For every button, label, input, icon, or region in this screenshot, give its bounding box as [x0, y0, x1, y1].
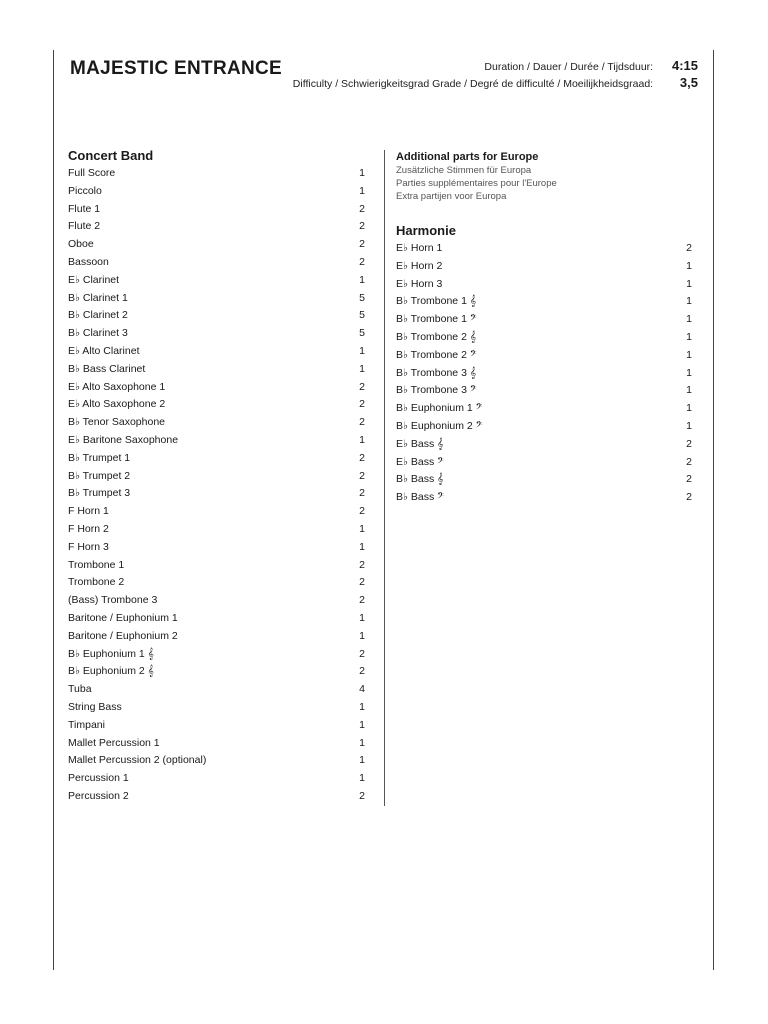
part-quantity: 1: [359, 433, 365, 446]
column-divider: [384, 150, 385, 806]
list-item: [68, 432, 365, 450]
part-name: B♭ Clarinet 1: [68, 291, 128, 304]
list-item: [396, 276, 692, 294]
list-item: [68, 592, 365, 610]
part-name: E♭ Bass 𝄢: [396, 455, 444, 468]
part-quantity: 2: [359, 505, 365, 518]
part-name: B♭ Trombone 3 𝄞: [396, 366, 477, 379]
list-item: [396, 400, 692, 418]
part-quantity: 1: [359, 718, 365, 731]
part-quantity: 2: [359, 789, 365, 802]
part-quantity: 1: [359, 273, 365, 286]
list-item: [68, 770, 365, 788]
part-quantity: 2: [359, 398, 365, 411]
part-quantity: 2: [359, 202, 365, 215]
part-name: F Horn 1: [68, 505, 109, 518]
part-name: B♭ Trumpet 2: [68, 469, 131, 482]
part-name: E♭ Horn 3: [396, 277, 443, 290]
part-name: Timpani: [68, 718, 105, 731]
harmonie-parts-list: [396, 240, 692, 507]
part-name: B♭ Euphonium 2 𝄞: [68, 665, 154, 678]
list-item: [396, 293, 692, 311]
part-quantity: 1: [686, 419, 692, 432]
list-item: [68, 521, 365, 539]
part-name: Tuba: [68, 683, 92, 696]
part-quantity: 1: [686, 313, 692, 326]
part-quantity: 5: [359, 291, 365, 304]
list-item: [396, 382, 692, 400]
list-item: [68, 201, 365, 219]
list-item: [68, 468, 365, 486]
part-quantity: 2: [359, 220, 365, 233]
additional-parts-heading: Additional parts for Europe: [396, 151, 539, 163]
part-quantity: 2: [359, 255, 365, 268]
part-name: Bassoon: [68, 255, 109, 268]
part-quantity: 1: [686, 330, 692, 343]
part-name: E♭ Horn 2: [396, 259, 443, 272]
left-margin-rule: [53, 50, 54, 970]
list-item: [68, 165, 365, 183]
part-quantity: 2: [359, 647, 365, 660]
part-quantity: 5: [359, 327, 365, 340]
part-quantity: 2: [359, 416, 365, 429]
concert-band-parts-list: [68, 165, 365, 806]
part-name: B♭ Bass 𝄢: [396, 491, 444, 504]
duration-value: 4:15: [671, 58, 698, 73]
part-name: B♭ Tenor Saxophone: [68, 416, 165, 429]
part-name: Mallet Percussion 1: [68, 736, 160, 749]
additional-parts-subtitle-de: Zusätzliche Stimmen für Europa: [396, 165, 532, 176]
list-item: [68, 343, 365, 361]
list-item: [396, 365, 692, 383]
part-quantity: 2: [359, 487, 365, 500]
list-item: [68, 379, 365, 397]
part-name: Baritone / Euphonium 1: [68, 611, 178, 624]
part-quantity: 1: [686, 259, 692, 272]
list-item: [396, 471, 692, 489]
list-item: [68, 485, 365, 503]
additional-parts-subtitle-fr: Parties supplémentaires pour l'Europe: [396, 178, 557, 189]
list-item: [68, 681, 365, 699]
part-quantity: 4: [359, 683, 365, 696]
part-name: B♭ Bass 𝄞: [396, 473, 444, 486]
part-quantity: 1: [359, 611, 365, 624]
part-name: B♭ Trumpet 3: [68, 487, 131, 500]
list-item: [396, 418, 692, 436]
part-quantity: 1: [359, 700, 365, 713]
list-item: [68, 307, 365, 325]
list-item: [68, 183, 365, 201]
difficulty-line: [293, 75, 698, 90]
list-item: [396, 258, 692, 276]
part-quantity: 1: [686, 295, 692, 308]
list-item: [68, 503, 365, 521]
part-name: E♭ Alto Saxophone 2: [68, 398, 166, 411]
harmonie-heading: Harmonie: [396, 223, 456, 238]
part-quantity: 1: [686, 366, 692, 379]
part-name: B♭ Trombone 2 𝄢: [396, 348, 477, 361]
part-quantity: 2: [359, 665, 365, 678]
part-quantity: 2: [359, 558, 365, 571]
list-item: [68, 610, 365, 628]
part-name: B♭ Clarinet 2: [68, 309, 128, 322]
list-item: [68, 699, 365, 717]
list-item: [396, 311, 692, 329]
part-quantity: 1: [359, 362, 365, 375]
part-quantity: 1: [686, 348, 692, 361]
list-item: [68, 717, 365, 735]
right-margin-rule: [713, 50, 714, 970]
part-quantity: 1: [359, 772, 365, 785]
part-name: F Horn 3: [68, 540, 109, 553]
part-quantity: 2: [686, 473, 692, 486]
list-item: [68, 236, 365, 254]
part-quantity: 2: [686, 491, 692, 504]
list-item: [68, 557, 365, 575]
part-name: B♭ Euphonium 1 𝄢: [396, 402, 483, 415]
list-item: [68, 735, 365, 753]
part-quantity: 1: [359, 167, 365, 179]
list-item: [68, 272, 365, 290]
part-name: Trombone 1: [68, 558, 125, 571]
part-quantity: 2: [359, 594, 365, 607]
part-quantity: 1: [359, 540, 365, 553]
additional-parts-subtitle-nl: Extra partijen voor Europa: [396, 191, 507, 202]
part-quantity: 1: [359, 629, 365, 642]
part-name: Oboe: [68, 238, 94, 251]
list-item: [68, 290, 365, 308]
list-item: [68, 450, 365, 468]
part-name: Full Score: [68, 167, 116, 179]
part-quantity: 1: [686, 384, 692, 397]
part-quantity: 2: [359, 576, 365, 589]
list-item: [396, 454, 692, 472]
list-item: [396, 240, 692, 258]
piece-title: MAJESTIC ENTRANCE: [70, 58, 283, 79]
part-name: Trombone 2: [68, 576, 125, 589]
part-name: Baritone / Euphonium 2: [68, 629, 178, 642]
part-quantity: 2: [359, 380, 365, 393]
part-quantity: 1: [359, 184, 365, 197]
list-item: [68, 788, 365, 806]
part-name: Percussion 1: [68, 772, 129, 785]
list-item: [68, 396, 365, 414]
duration-line: [484, 58, 698, 73]
part-name: B♭ Trumpet 1: [68, 451, 131, 464]
part-name: F Horn 2: [68, 522, 109, 535]
part-name: Flute 2: [68, 220, 101, 233]
part-quantity: 1: [359, 522, 365, 535]
part-quantity: 1: [359, 736, 365, 749]
list-item: [68, 663, 365, 681]
list-item: [68, 254, 365, 272]
part-name: Piccolo: [68, 184, 102, 197]
part-name: Flute 1: [68, 202, 101, 215]
part-quantity: 2: [359, 238, 365, 251]
part-name: E♭ Alto Clarinet: [68, 344, 140, 357]
list-item: [68, 414, 365, 432]
part-name: E♭ Horn 1: [396, 242, 443, 254]
part-quantity: 2: [359, 451, 365, 464]
part-name: String Bass: [68, 700, 122, 713]
difficulty-value: 3,5: [679, 75, 698, 90]
part-quantity: 1: [686, 402, 692, 415]
list-item: [68, 218, 365, 236]
part-quantity: 2: [686, 242, 692, 254]
part-name: E♭ Bass 𝄞: [396, 437, 444, 450]
part-name: (Bass) Trombone 3: [68, 594, 158, 607]
list-item: [68, 574, 365, 592]
list-item: [396, 347, 692, 365]
list-item: [68, 628, 365, 646]
list-item: [396, 436, 692, 454]
part-name: E♭ Baritone Saxophone: [68, 433, 179, 446]
part-quantity: 1: [359, 344, 365, 357]
list-item: [396, 489, 692, 507]
part-quantity: 1: [686, 277, 692, 290]
part-name: Mallet Percussion 2 (optional): [68, 754, 207, 767]
part-name: B♭ Euphonium 2 𝄢: [396, 419, 483, 432]
part-name: E♭ Clarinet: [68, 273, 120, 286]
duration-label: Duration / Dauer / Durée / Tijdsduur:: [484, 61, 654, 73]
part-name: B♭ Euphonium 1 𝄞: [68, 647, 154, 660]
part-name: B♭ Bass Clarinet: [68, 362, 146, 375]
part-name: E♭ Alto Saxophone 1: [68, 380, 166, 393]
part-name: B♭ Trombone 1 𝄞: [396, 295, 477, 308]
part-name: Percussion 2: [68, 789, 129, 802]
part-name: B♭ Clarinet 3: [68, 327, 128, 340]
concert-band-heading: Concert Band: [68, 148, 154, 163]
part-quantity: 5: [359, 309, 365, 322]
part-quantity: 2: [359, 469, 365, 482]
part-name: B♭ Trombone 2 𝄞: [396, 330, 477, 343]
list-item: [68, 361, 365, 379]
part-quantity: 2: [686, 437, 692, 450]
part-name: B♭ Trombone 1 𝄢: [396, 313, 477, 326]
list-item: [68, 752, 365, 770]
part-name: B♭ Trombone 3 𝄢: [396, 384, 477, 397]
list-item: [68, 325, 365, 343]
part-quantity: 1: [359, 754, 365, 767]
list-item: [68, 646, 365, 664]
list-item: [68, 539, 365, 557]
list-item: [396, 329, 692, 347]
part-quantity: 2: [686, 455, 692, 468]
difficulty-label: Difficulty / Schwierigkeitsgrad Grade / Degré de difficulté / Moeilijkheidsgraad:: [292, 78, 654, 90]
